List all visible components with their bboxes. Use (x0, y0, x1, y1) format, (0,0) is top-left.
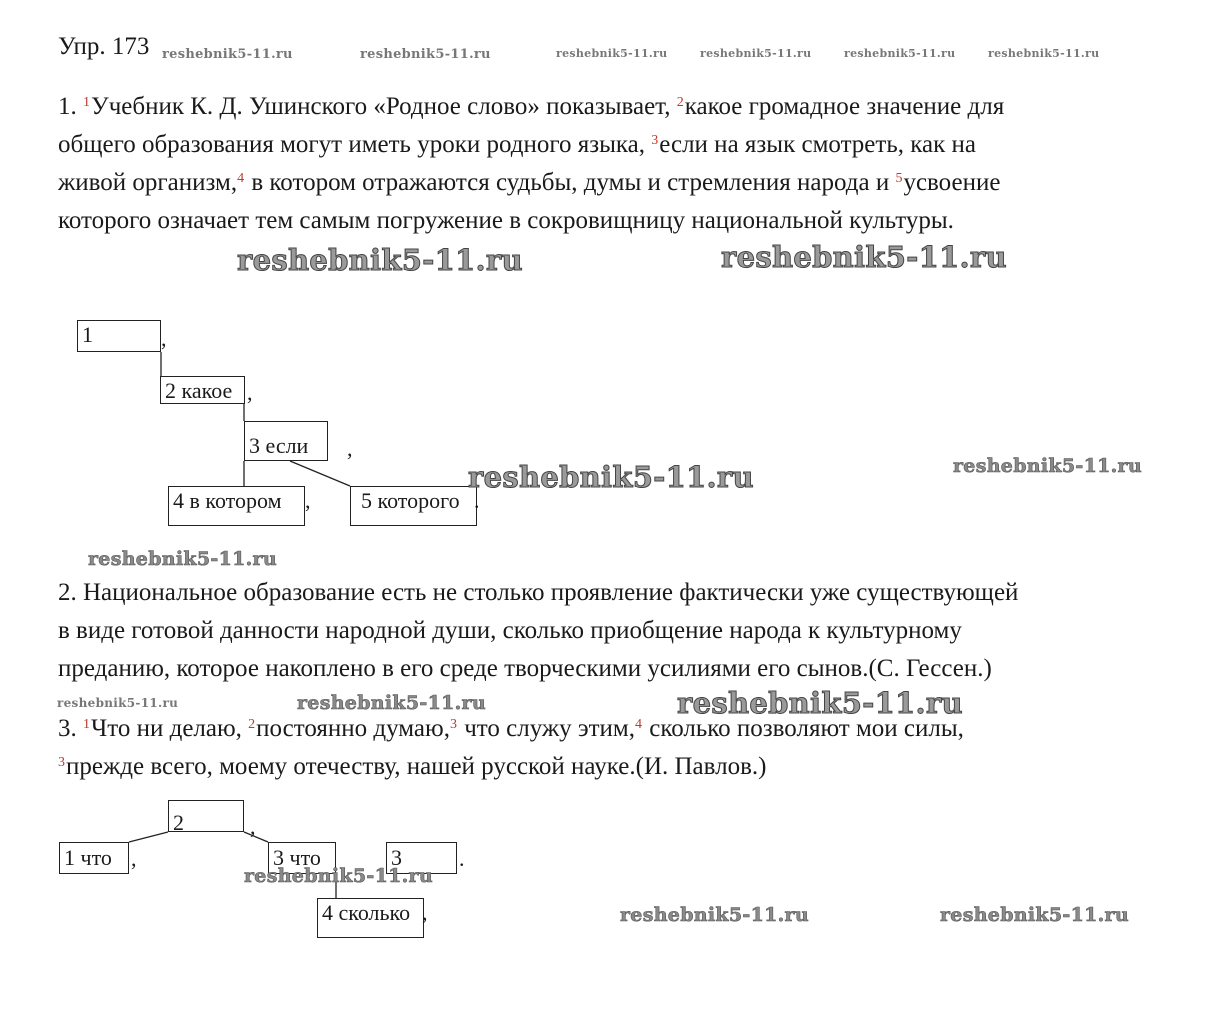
watermark-text: reshebnik5-11.ru (297, 692, 486, 714)
watermark-text: reshebnik5-11.ru (468, 460, 754, 494)
watermark-text: reshebnik5-11.ru (844, 47, 956, 60)
scheme2-box-2: 2 (168, 800, 244, 832)
paragraph-2-line: преданию, которое накоплено в его среде творческими усилиями его сынов.(С. Гессен.) (58, 655, 992, 682)
clause-number: 3 (651, 133, 659, 148)
clause-number: 2 (676, 95, 684, 110)
scheme2-comma: , (131, 846, 137, 871)
scheme2-period: . (459, 846, 465, 871)
scheme1-box-2: 2 какое (160, 376, 245, 404)
watermark-text: reshebnik5-11.ru (620, 904, 809, 926)
scheme2-comma: , (422, 900, 428, 925)
clause-number: 3 (449, 717, 457, 732)
scheme2-comma: , (250, 814, 256, 839)
scheme1-comma: , (347, 436, 353, 461)
paragraph-1-line: общего образования могут иметь уроки родного языка, $^3$если на язык смотреть, как на (58, 131, 976, 158)
clause-number: 2 (248, 717, 256, 732)
scheme1-box-1: 1 (77, 320, 161, 352)
watermark-text: reshebnik5-11.ru (237, 243, 523, 277)
watermark-text: reshebnik5-11.ru (88, 548, 277, 570)
paragraph-1-line: которого означает тем самым погружение в сокровищницу национальной культуры. (58, 207, 954, 234)
paragraph-2-line: в виде готовой данности народной души, сколько приобщение народа к культурному (58, 617, 962, 644)
scheme1-comma: , (305, 488, 311, 513)
clause-number: 5 (895, 171, 903, 186)
watermark-text: reshebnik5-11.ru (360, 47, 491, 62)
watermark-text: reshebnik5-11.ru (244, 865, 433, 887)
paragraph-3 (58, 710, 964, 786)
scheme1-period: . (474, 488, 480, 513)
watermark-text: reshebnik5-11.ru (556, 47, 668, 60)
paragraph-2-line: 2. Национальное образование есть не столько проявление фактически уже существующей (58, 579, 1019, 606)
scheme1-box-3: 3 если (244, 421, 328, 461)
clause-number: 4 (237, 171, 245, 186)
watermark-text: reshebnik5-11.ru (57, 696, 179, 710)
watermark-text: reshebnik5-11.ru (677, 686, 963, 720)
paragraph-3-line: $^3$прежде всего, моему отечеству, нашей русской науке.(И. Павлов.) (58, 753, 767, 780)
watermark-text: reshebnik5-11.ru (162, 47, 293, 62)
watermark-text: reshebnik5-11.ru (940, 904, 1129, 926)
exercise-title: Упр. 173 (58, 33, 150, 60)
scheme1-comma: , (247, 380, 253, 405)
paragraph-2 (58, 574, 1018, 688)
watermark-text: reshebnik5-11.ru (988, 47, 1100, 60)
paragraph-3-line: 3. $^1$Что ни делаю, $^2$постоянно думаю,$^3$ что служу этим,$^4$ сколько позволяют мои силы, (58, 715, 964, 742)
scheme1-box-4: 4 в котором (168, 486, 305, 526)
scheme1-box-5: 5 которого (350, 486, 477, 526)
paragraph-1-line: живой организм,$^4$ в котором отражаются судьбы, думы и стремления народа и $^5$усвоение (58, 169, 1001, 196)
scheme2-box-3b: 3 (386, 842, 457, 874)
clause-number: 3 (58, 755, 65, 770)
watermark-text: reshebnik5-11.ru (700, 47, 812, 60)
watermark-text: reshebnik5-11.ru (721, 240, 1007, 274)
watermark-text: reshebnik5-11.ru (953, 455, 1142, 477)
scheme2-box-1: 1 что (59, 842, 129, 874)
scheme2-box-3: 3 что (268, 842, 336, 874)
paragraph-1-line: 1. $^1$Учебник К. Д. Ушинского «Родное слово» показывает, $^2$какое громадное значение для (58, 93, 1005, 120)
scheme2-box-4: 4 сколько (317, 898, 424, 938)
clause-number: 1 (83, 95, 90, 110)
scheme1-comma: , (161, 326, 167, 351)
clause-number: 4 (635, 717, 643, 732)
clause-number: 1 (83, 717, 90, 732)
